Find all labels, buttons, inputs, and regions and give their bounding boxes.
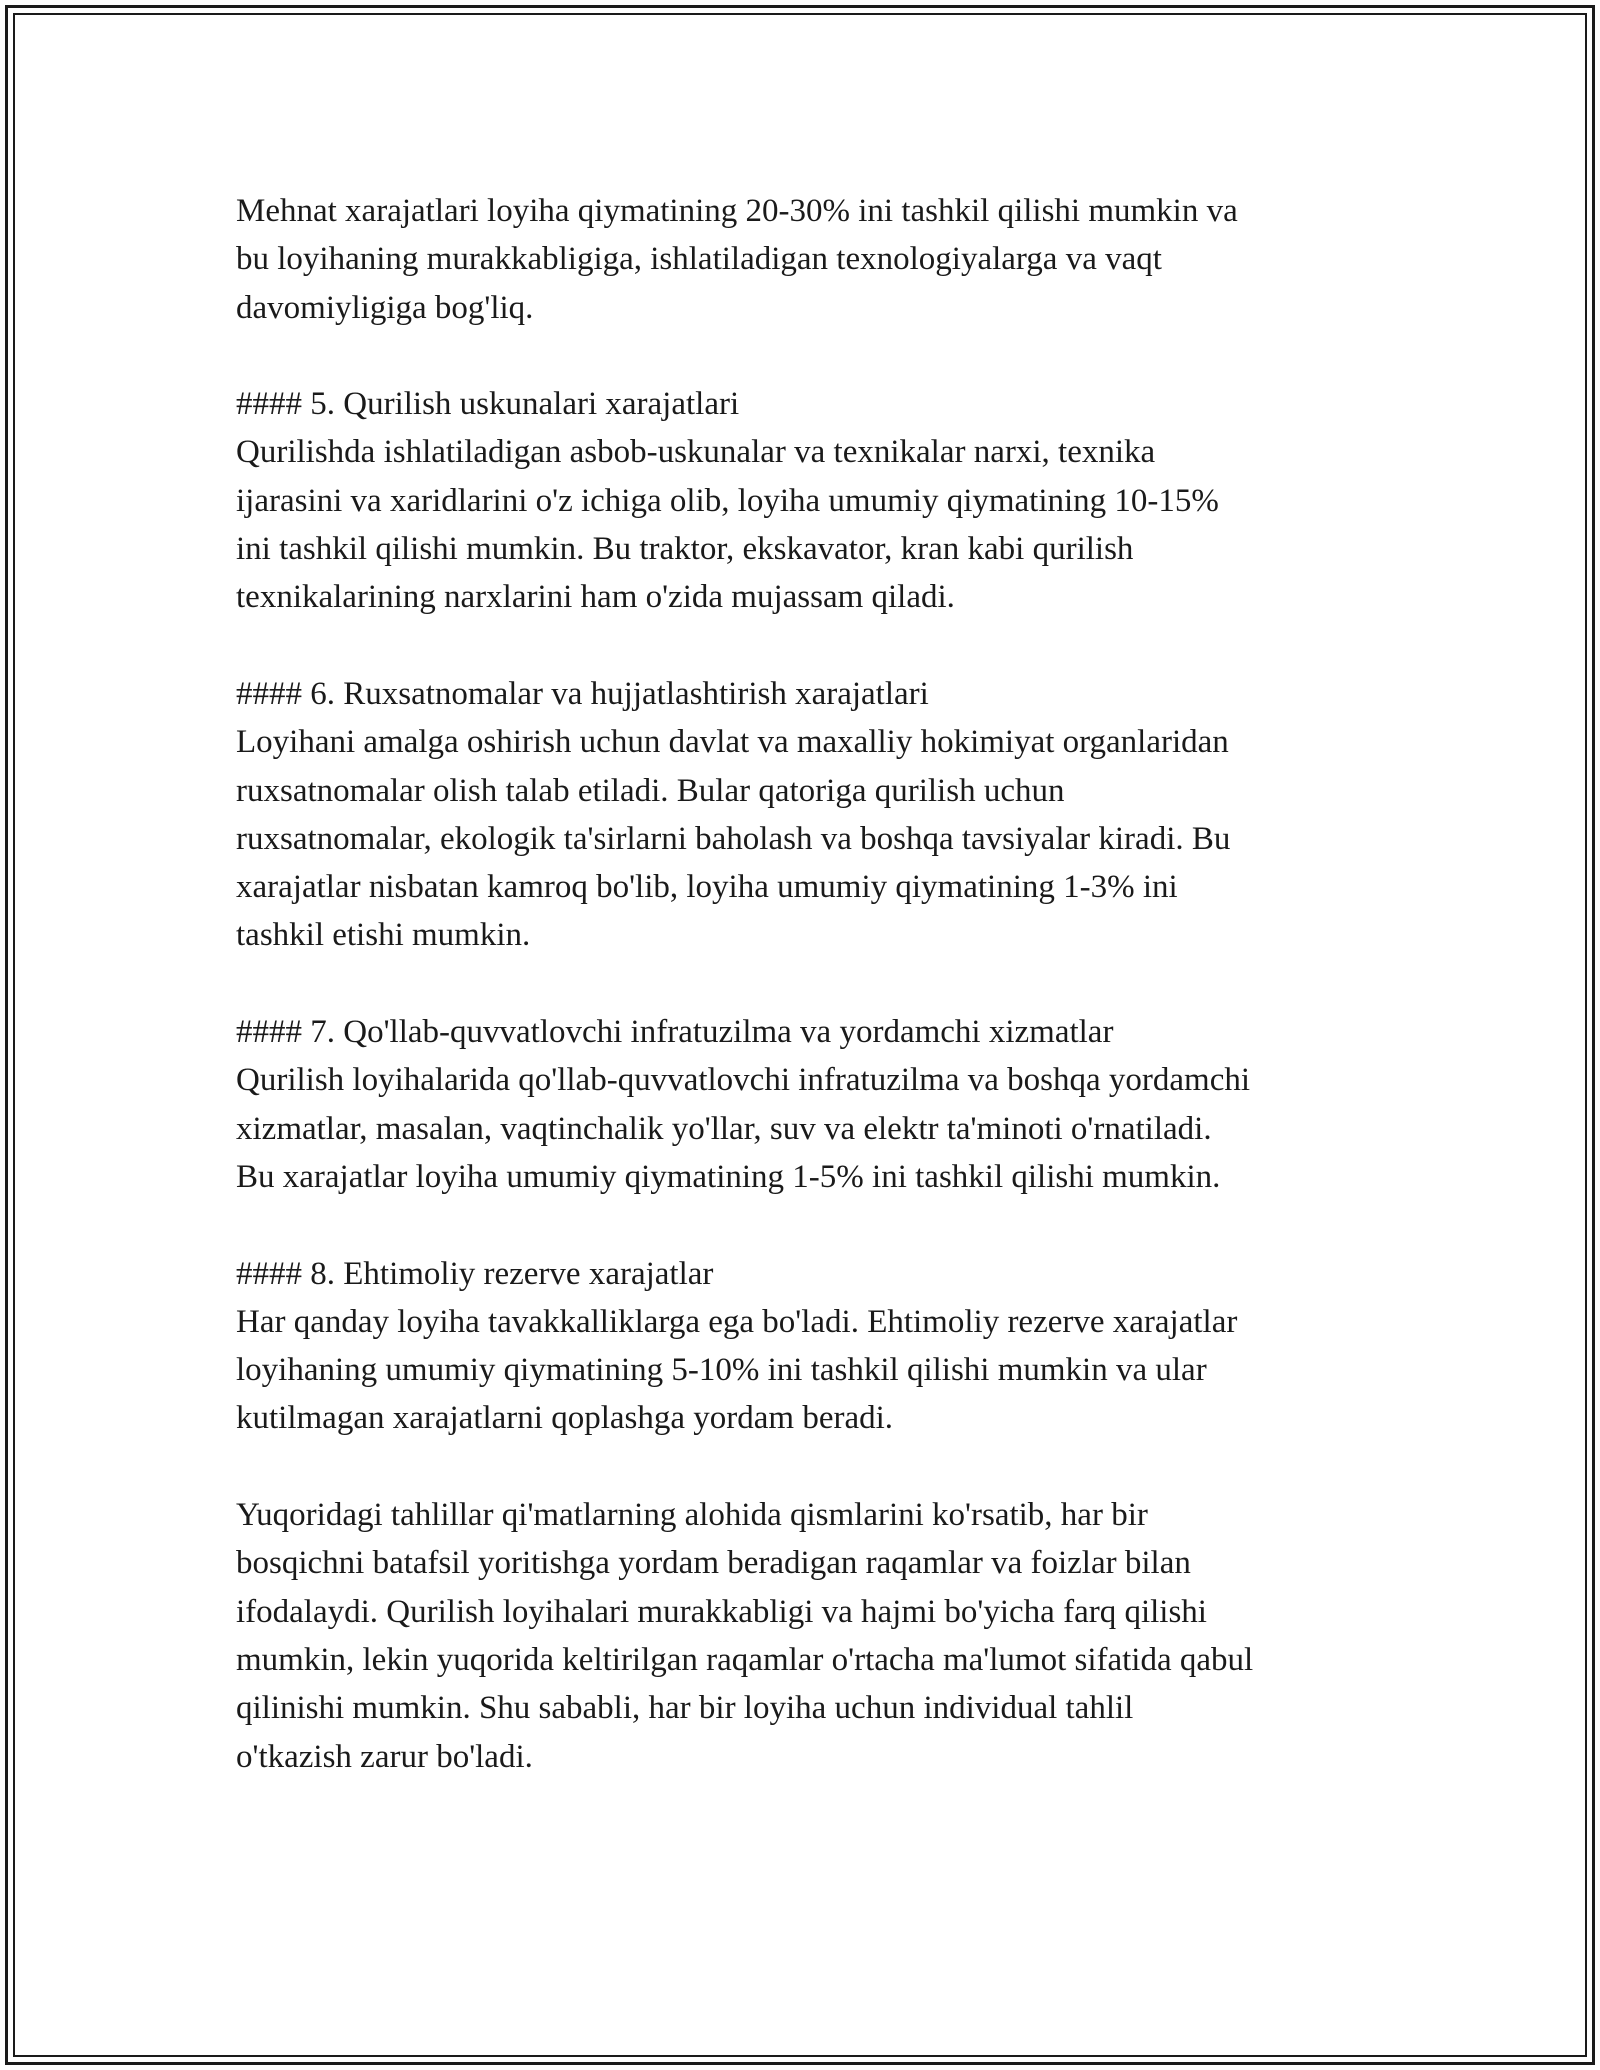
- text-line: Bu xarajatlar loyiha umumiy qiymatining 1-5% ini tashkil qilishi mumkin.: [236, 1158, 1221, 1195]
- text-line: xizmatlar, masalan, vaqtinchalik yo'llar, suv va elektr ta'minoti o'rnatiladi.: [236, 1110, 1212, 1147]
- section: [236, 380, 1386, 621]
- text-line: ruxsatnomalar olish talab etiladi. Bular qatoriga qurilish uchun: [236, 772, 1065, 809]
- text-line: qilinishi mumkin. Shu sababli, har bir loyiha uchun individual tahlil: [236, 1690, 1134, 1727]
- text-line: ruxsatnomalar, ekologik ta'sirlarni baholash va boshqa tavsiyalar kiradi. Bu: [236, 820, 1231, 857]
- section-heading: #### 7. Qo'llab-quvvatlovchi infratuzilma va yordamchi xizmatlar: [236, 1014, 1114, 1051]
- text-line: Qurilishda ishlatiladigan asbob-uskunalar va texnikalar narxi, texnika: [236, 434, 1156, 471]
- section: [236, 670, 1386, 960]
- section-heading: #### 5. Qurilish uskunalari xarajatlari: [236, 386, 740, 423]
- section-heading: #### 6. Ruxsatnomalar va hujjatlashtirish xarajatlari: [236, 675, 929, 712]
- text-line: mumkin, lekin yuqorida keltirilgan raqamlar o'rtacha ma'lumot sifatida qabul: [236, 1641, 1254, 1678]
- text-line: davomiyligiga bog'liq.: [236, 289, 534, 326]
- text-line: ijarasini va xaridlarini o'z ichiga olib, loyiha umumiy qiymatining 10-15%: [236, 482, 1219, 519]
- text-line: ini tashkil qilishi mumkin. Bu traktor, ekskavator, kran kabi qurilish: [236, 531, 1134, 568]
- text-line: texnikalarining narxlarini ham o'zida mujassam qiladi.: [236, 579, 955, 616]
- text-line: xarajatlar nisbatan kamroq bo'lib, loyiha umumiy qiymatining 1-3% ini: [236, 869, 1178, 906]
- text-line: Mehnat xarajatlari loyiha qiymatining 20-30% ini tashkil qilishi mumkin va: [236, 193, 1238, 229]
- text-line: tashkil etishi mumkin.: [236, 917, 531, 954]
- text-line: Har qanday loyiha tavakkalliklarga ega bo'ladi. Ehtimoliy rezerve xarajatlar: [236, 1303, 1238, 1340]
- text-line: kutilmagan xarajatlarni qoplashga yordam beradi.: [236, 1400, 894, 1437]
- text-line: Yuqoridagi tahlillar qi'matlarning alohida qismlarini ko'rsatib, har bir: [236, 1497, 1148, 1534]
- paragraph: [236, 187, 1386, 332]
- text-line: Qurilish loyihalarida qo'llab-quvvatlovchi infratuzilma va boshqa yordamchi: [236, 1062, 1251, 1099]
- text-line: loyihaning umumiy qiymatining 5-10% ini tashkil qilishi mumkin va ular: [236, 1352, 1207, 1389]
- text-line: o'tkazish zarur bo'ladi.: [236, 1738, 533, 1775]
- paragraph: [236, 1491, 1386, 1781]
- section: [236, 1008, 1386, 1201]
- text-line: Loyihani amalga oshirish uchun davlat va maxalliy hokimiyat organlaridan: [236, 724, 1229, 761]
- section-heading: #### 8. Ehtimoliy rezerve xarajatlar: [236, 1255, 714, 1292]
- text-line: bosqichni batafsil yoritishga yordam beradigan raqamlar va foizlar bilan: [236, 1545, 1191, 1582]
- text-line: bu loyihaning murakkabligiga, ishlatiladigan texnologiyalarga va vaqt: [236, 241, 1162, 278]
- text-line: ifodalaydi. Qurilish loyihalari murakkabligi va hajmi bo'yicha farq qilishi: [236, 1593, 1207, 1630]
- document-body: [236, 187, 1386, 1781]
- section: [236, 1250, 1386, 1443]
